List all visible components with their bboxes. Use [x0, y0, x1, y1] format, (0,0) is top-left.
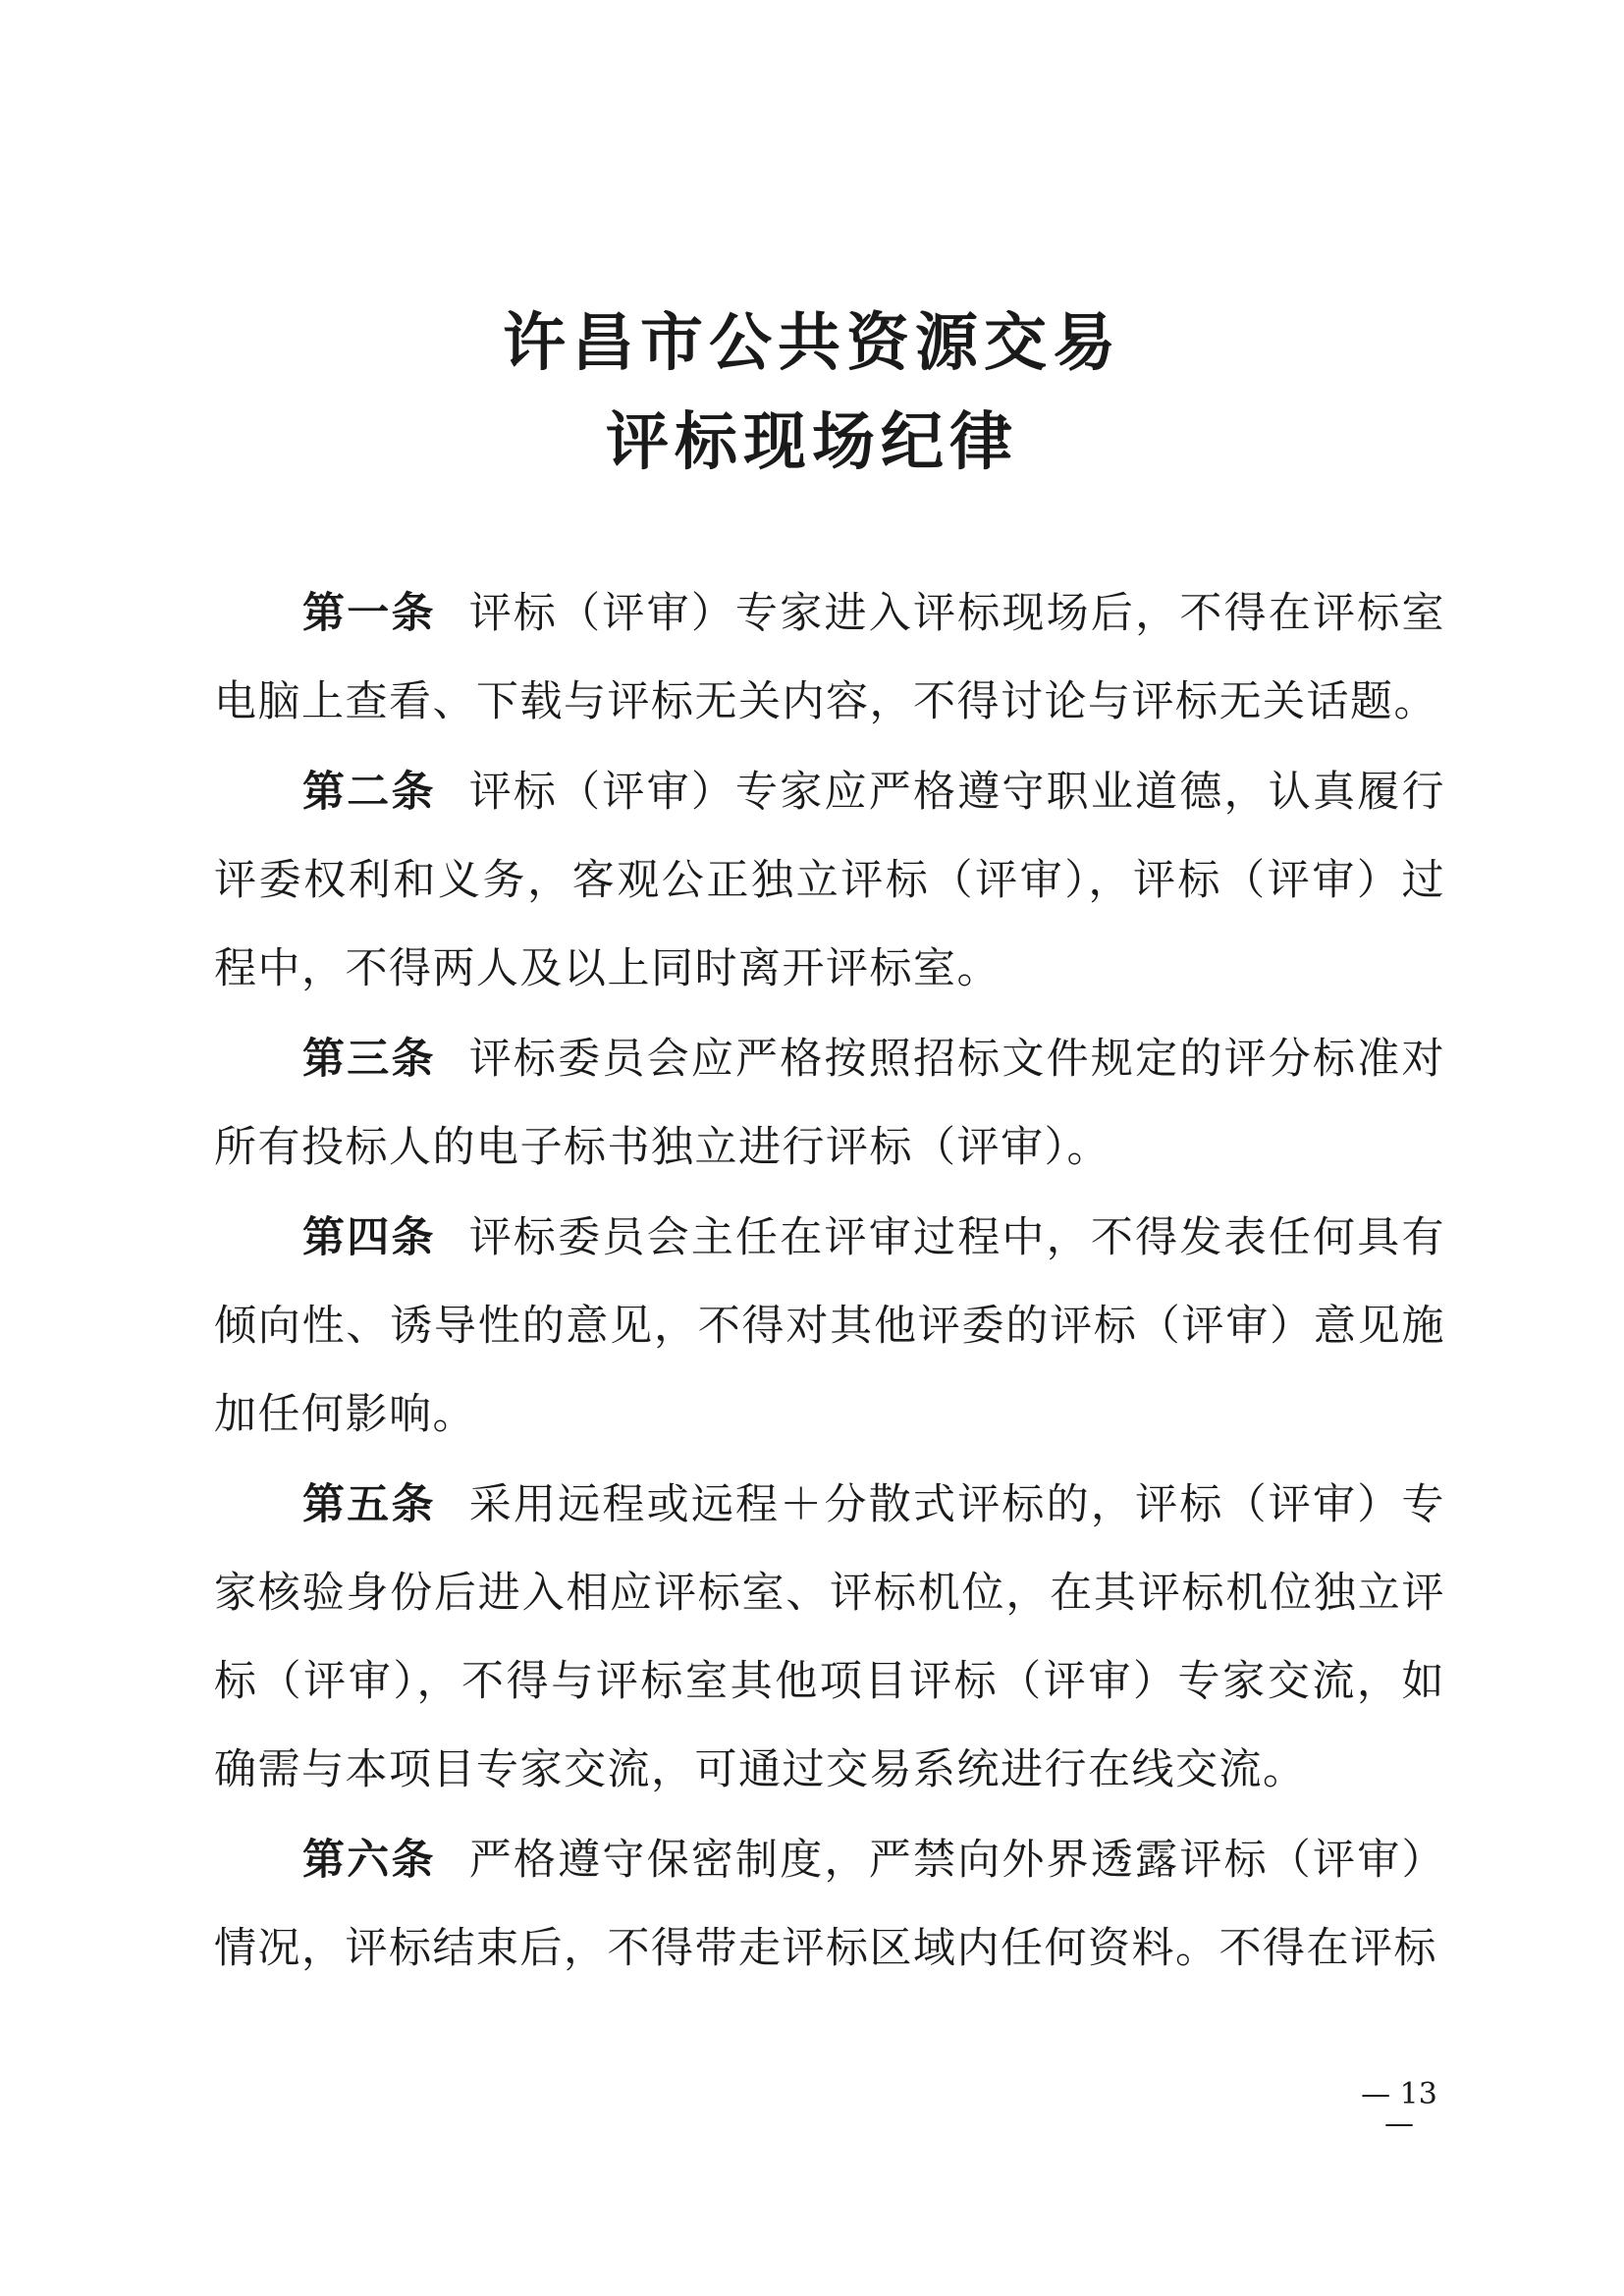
article-6-number: 第六条: [302, 1836, 436, 1885]
article-3-number: 第三条: [302, 1035, 436, 1084]
document-title-line-2: 评标现场纪律: [606, 405, 1018, 479]
article-6-text: 严格遵守保密制度，严禁向外界透露评标（评审）情况，评标结束后，不得带走评标区域内任何资料。不得在评标: [214, 1836, 1445, 1973]
page-number: — 13 —: [1361, 2077, 1437, 2141]
article-1-text: 评标（评审）专家进入评标现场后，不得在评标室电脑上查看、下载与评标无关内容，不得讨论与评标无关话题。: [214, 589, 1445, 726]
article-1-number: 第一条: [302, 589, 436, 638]
article-2-text: 评标（评审）专家应严格遵守职业道德，认真履行评委权利和义务，客观公正独立评标（评审），评标（评审）过程中，不得两人及以上同时离开评标室。: [214, 768, 1445, 993]
article-3: [214, 1015, 1445, 1192]
article-2: [214, 748, 1445, 1013]
article-5-text: 采用远程或远程＋分散式评标的，评标（评审）专家核验身份后进入相应评标室、评标机位，在其评标机位独立评标（评审），不得与评标室其他项目评标（评审）专家交流，如确需与本项目专家交流，可通过交易系统进行在线交流。: [214, 1480, 1445, 1794]
article-3-text: 评标委员会应严格按照招标文件规定的评分标准对所有投标人的电子标书独立进行评标（评审）。: [214, 1035, 1445, 1172]
article-4-text: 评标委员会主任在评审过程中，不得发表任何具有倾向性、诱导性的意见，不得对其他评委的评标（评审）意见施加任何影响。: [214, 1213, 1445, 1439]
article-5: [214, 1461, 1445, 1814]
article-4: [214, 1194, 1445, 1459]
article-1: [214, 569, 1445, 746]
article-5-number: 第五条: [302, 1480, 436, 1529]
article-2-number: 第二条: [302, 768, 436, 817]
document-title-line-1: 许昌市公共资源交易: [503, 306, 1121, 380]
article-6: [214, 1816, 1445, 1993]
article-4-number: 第四条: [302, 1213, 436, 1262]
